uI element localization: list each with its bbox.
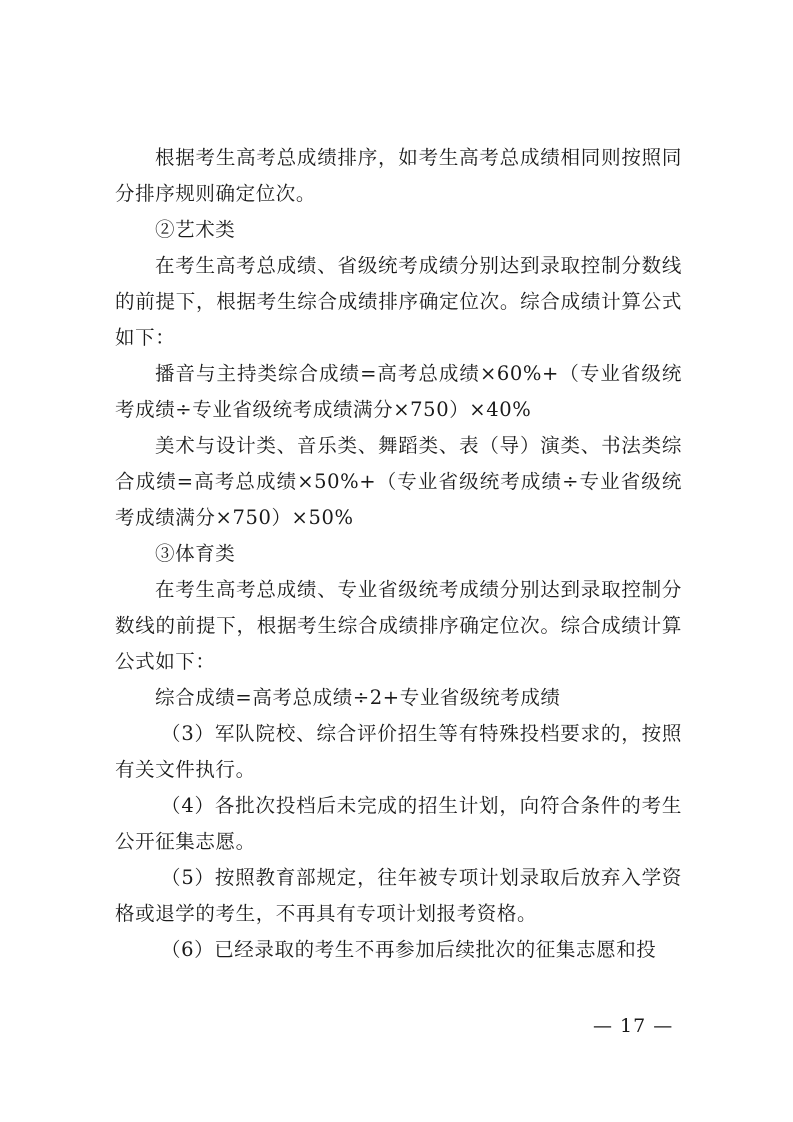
paragraph-ranking-rule: 根据考生高考总成绩排序，如考生高考总成绩相同则按照同分排序规则确定位次。 <box>115 146 682 205</box>
heading-sports-category: ③体育类 <box>155 542 236 565</box>
paragraph-sports-formula: 综合成绩=高考总成绩÷2+专业省级统考成绩 <box>155 686 561 709</box>
paragraph-item-3: （3）军队院校、综合评价招生等有特殊投档要求的，按照有关文件执行。 <box>115 722 682 781</box>
paragraph-item-5: （5）按照教育部规定，往年被专项计划录取后放弃入学资格或退学的考生，不再具有专项计划报考资格。 <box>115 866 682 925</box>
page-number: — 17 — <box>593 1015 674 1037</box>
paragraph-arts-intro: 在考生高考总成绩、省级统考成绩分别达到录取控制分数线的前提下，根据考生综合成绩排序确定位次。综合成绩计算公式如下： <box>115 254 682 349</box>
paragraph-sports-intro: 在考生高考总成绩、专业省级统考成绩分别达到录取控制分数线的前提下，根据考生综合成绩排序确定位次。综合成绩计算公式如下： <box>115 578 682 673</box>
heading-arts-category: ②艺术类 <box>155 218 236 241</box>
document-body <box>115 140 682 968</box>
paragraph-item-4: （4）各批次投档后未完成的招生计划，向符合条件的考生公开征集志愿。 <box>115 794 682 853</box>
paragraph-broadcasting-formula: 播音与主持类综合成绩=高考总成绩×60%+（专业省级统考成绩÷专业省级统考成绩满分×750）×40% <box>115 362 682 421</box>
paragraph-art-design-formula: 美术与设计类、音乐类、舞蹈类、表（导）演类、书法类综合成绩=高考总成绩×50%+（专业省级统考成绩÷专业省级统考成绩满分×750）×50% <box>115 434 682 529</box>
paragraph-item-6: （6）已经录取的考生不再参加后续批次的征集志愿和投 <box>161 938 657 961</box>
